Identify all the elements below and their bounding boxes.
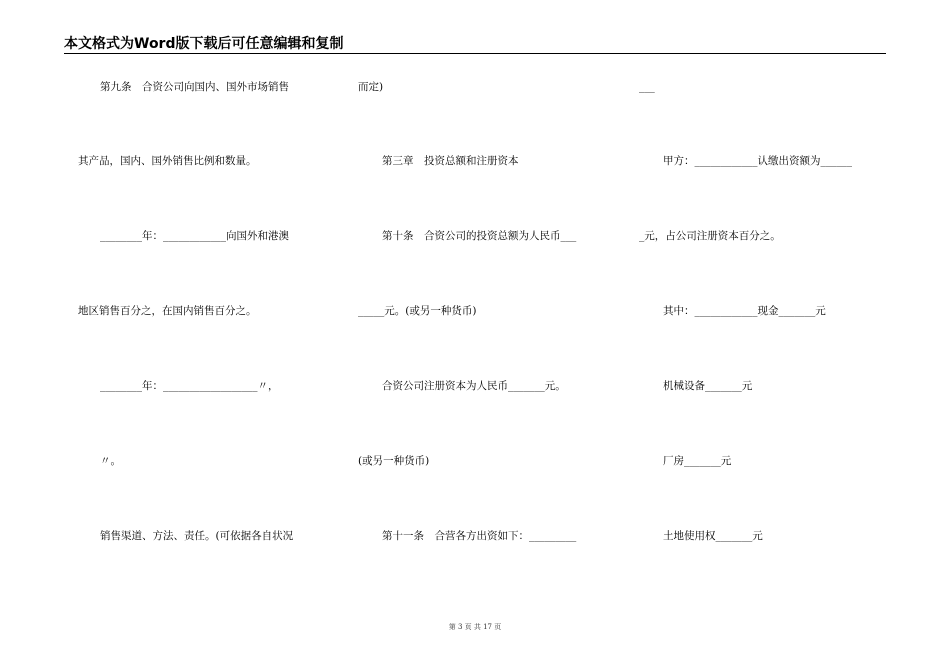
right-line-6: 厂房_______元 <box>663 455 732 467</box>
left-line-2: 其产品，国内、国外销售比例和数量。 <box>78 155 257 167</box>
right-line-4: 其中：____________现金_______元 <box>663 305 826 317</box>
header-divider <box>64 53 886 54</box>
middle-line-2: 第三章 投资总额和注册资本 <box>382 155 519 167</box>
page-number-footer: 第 3 页 共 17 页 <box>448 623 502 631</box>
right-line-3: _元，占公司注册资本百分之。 <box>639 230 781 242</box>
middle-line-1: 而定) <box>358 81 384 93</box>
right-line-2: 甲方：____________认缴出资额为______ <box>663 155 852 167</box>
middle-line-6: (或另一种货币) <box>358 455 430 467</box>
left-line-4: 地区销售百分之，在国内销售百分之。 <box>78 305 257 317</box>
document-header-title: 本文格式为Word版下载后可任意编辑和复制 <box>64 36 344 52</box>
right-line-7: 土地使用权_______元 <box>663 530 763 542</box>
left-line-5: ________年：__________________〃， <box>100 380 279 392</box>
right-line-1: ___ <box>639 81 655 93</box>
middle-line-3: 第十条 合资公司的投资总额为人民币___ <box>382 230 577 242</box>
left-line-3: ________年：____________向国外和港澳 <box>100 230 289 242</box>
left-line-7: 销售渠道、方法、责任。(可依据各自状况 <box>100 530 294 542</box>
middle-line-4: _____元。(或另一种货币) <box>358 305 477 317</box>
middle-line-7: 第十一条 合营各方出资如下：_________ <box>382 530 577 542</box>
left-line-6: 〃。 <box>100 455 121 467</box>
middle-line-5: 合资公司注册资本为人民币_______元。 <box>382 380 566 392</box>
right-line-5: 机械设备_______元 <box>663 380 753 392</box>
left-line-1: 第九条 合资公司向国内、国外市场销售 <box>100 81 289 93</box>
